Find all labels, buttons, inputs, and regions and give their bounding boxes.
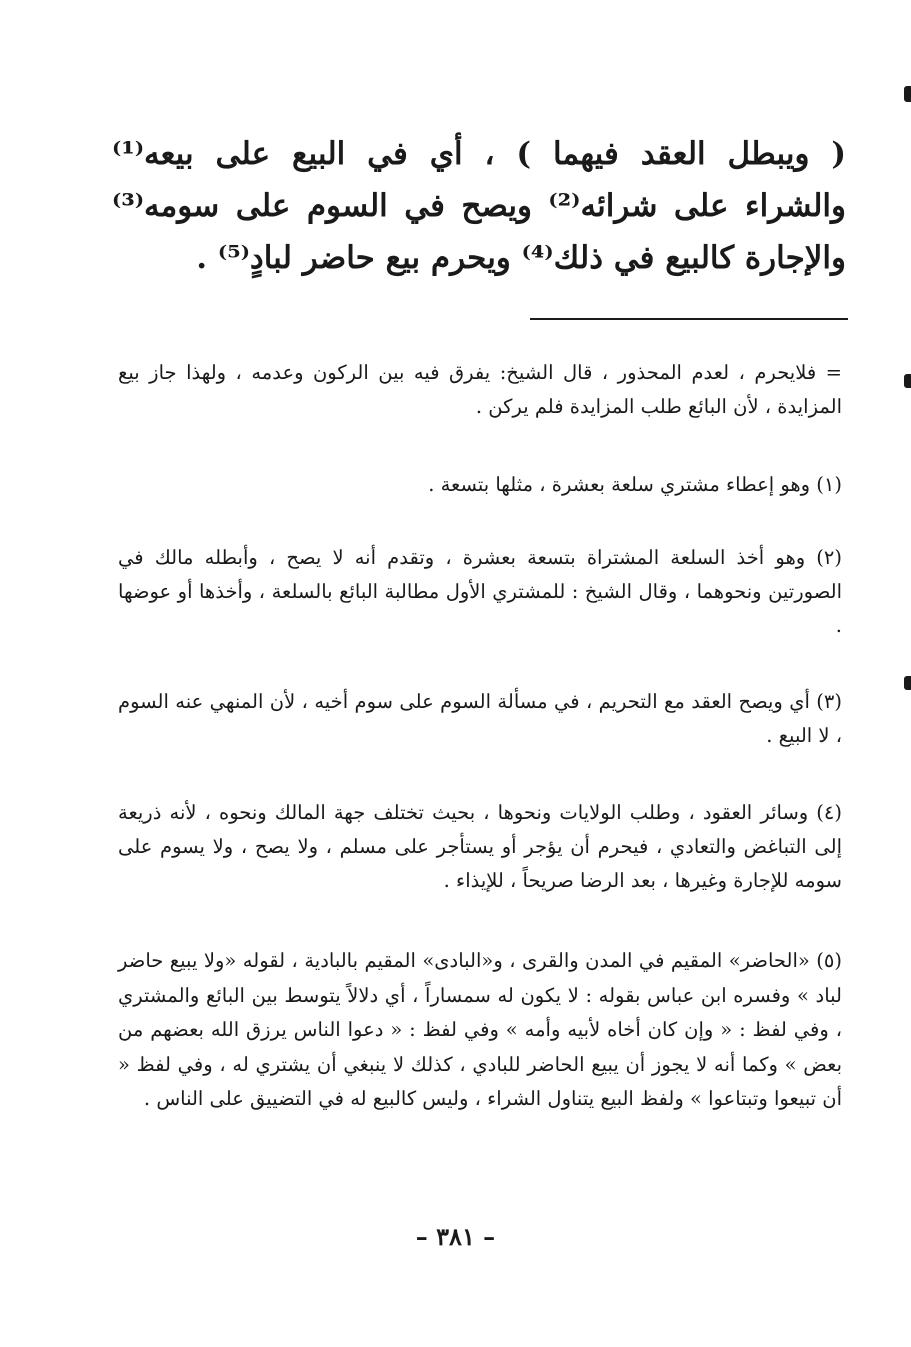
footnote-1: (١) وهو إعطاء مشتري سلعة بعشرة ، مثلها بتسعة . bbox=[428, 473, 842, 496]
main-text: ( ويبطل العقد فيهما ) ، أي في البيع على بيعه⁽¹⁾ والشراء على شرائه⁽²⁾ ويصح في السوم على سومه⁽³⁾ والإجارة كالبيع في ذلك⁽⁴⁾ ويحرم بيع حاضر لبادٍ⁽⁵⁾ . bbox=[112, 136, 846, 276]
footnote-4: (٤) وسائر العقود ، وطلب الولايات ونحوها ، بحيث تختلف جهة المالك ونحوه ، لأنه ذريعة إلى التباغض والتعادي ، فيحرم أن يؤجر أو يستأجر على مسلم ، ولا يصح ، ولا يسوم على سومه للإجارة وغيرها ، بعد الرضا صريحاً ، للإيذاء . bbox=[118, 801, 842, 892]
footnote-3: (٣) أي ويصح العقد مع التحريم ، في مسألة السوم على سوم أخيه ، لأن المنهي عنه السوم ، لا البيع . bbox=[118, 690, 842, 747]
footnote-2: (٢) وهو أخذ السلعة المشتراة بتسعة بعشرة ، وتقدم أنه لا يصح ، وأبطله مالك في الصورتين ونحوهما ، وقال الشيخ : للمشتري الأول مطالبة البائع بالسلعة ، وأخذها أو عوضها . bbox=[118, 546, 842, 637]
footnote-separator bbox=[530, 318, 848, 320]
scan-edge-mark bbox=[904, 676, 911, 690]
footnote-continuation: = فلايحرم ، لعدم المحذور ، قال الشيخ: يفرق فيه بين الركون وعدمه ، ولهذا جاز بيع المزايدة ، لأن البائع طلب المزايدة فلم يركن . bbox=[118, 361, 842, 418]
page-number: – ٣٨١ – bbox=[415, 1222, 496, 1251]
scan-edge-mark bbox=[904, 374, 911, 388]
footnote-5: (٥) «الحاضر» المقيم في المدن والقرى ، و«البادى» المقيم بالبادية ، لقوله «ولا يبيع حاضر لباد » وفسره ابن عباس بقوله : لا يكون له سمساراً ، أي دلالاً يتوسط بين البائع والمشتري ، وفي لفظ : « وإن كان أخاه لأبيه وأمه » وفي لفظ : « دعوا الناس يرزق الله بعضهم من بعض » وكما أنه لا يجوز أن يبيع الحاضر للبادي ، كذلك لا ينبغي أن يشتري له ، وفي لفظ « أن تبيعوا وتبتاعوا » ولفظ البيع يتناول الشراء ، وليس كالبيع له في التضييق على الناس . bbox=[118, 949, 842, 1110]
scan-edge-mark bbox=[904, 86, 911, 102]
